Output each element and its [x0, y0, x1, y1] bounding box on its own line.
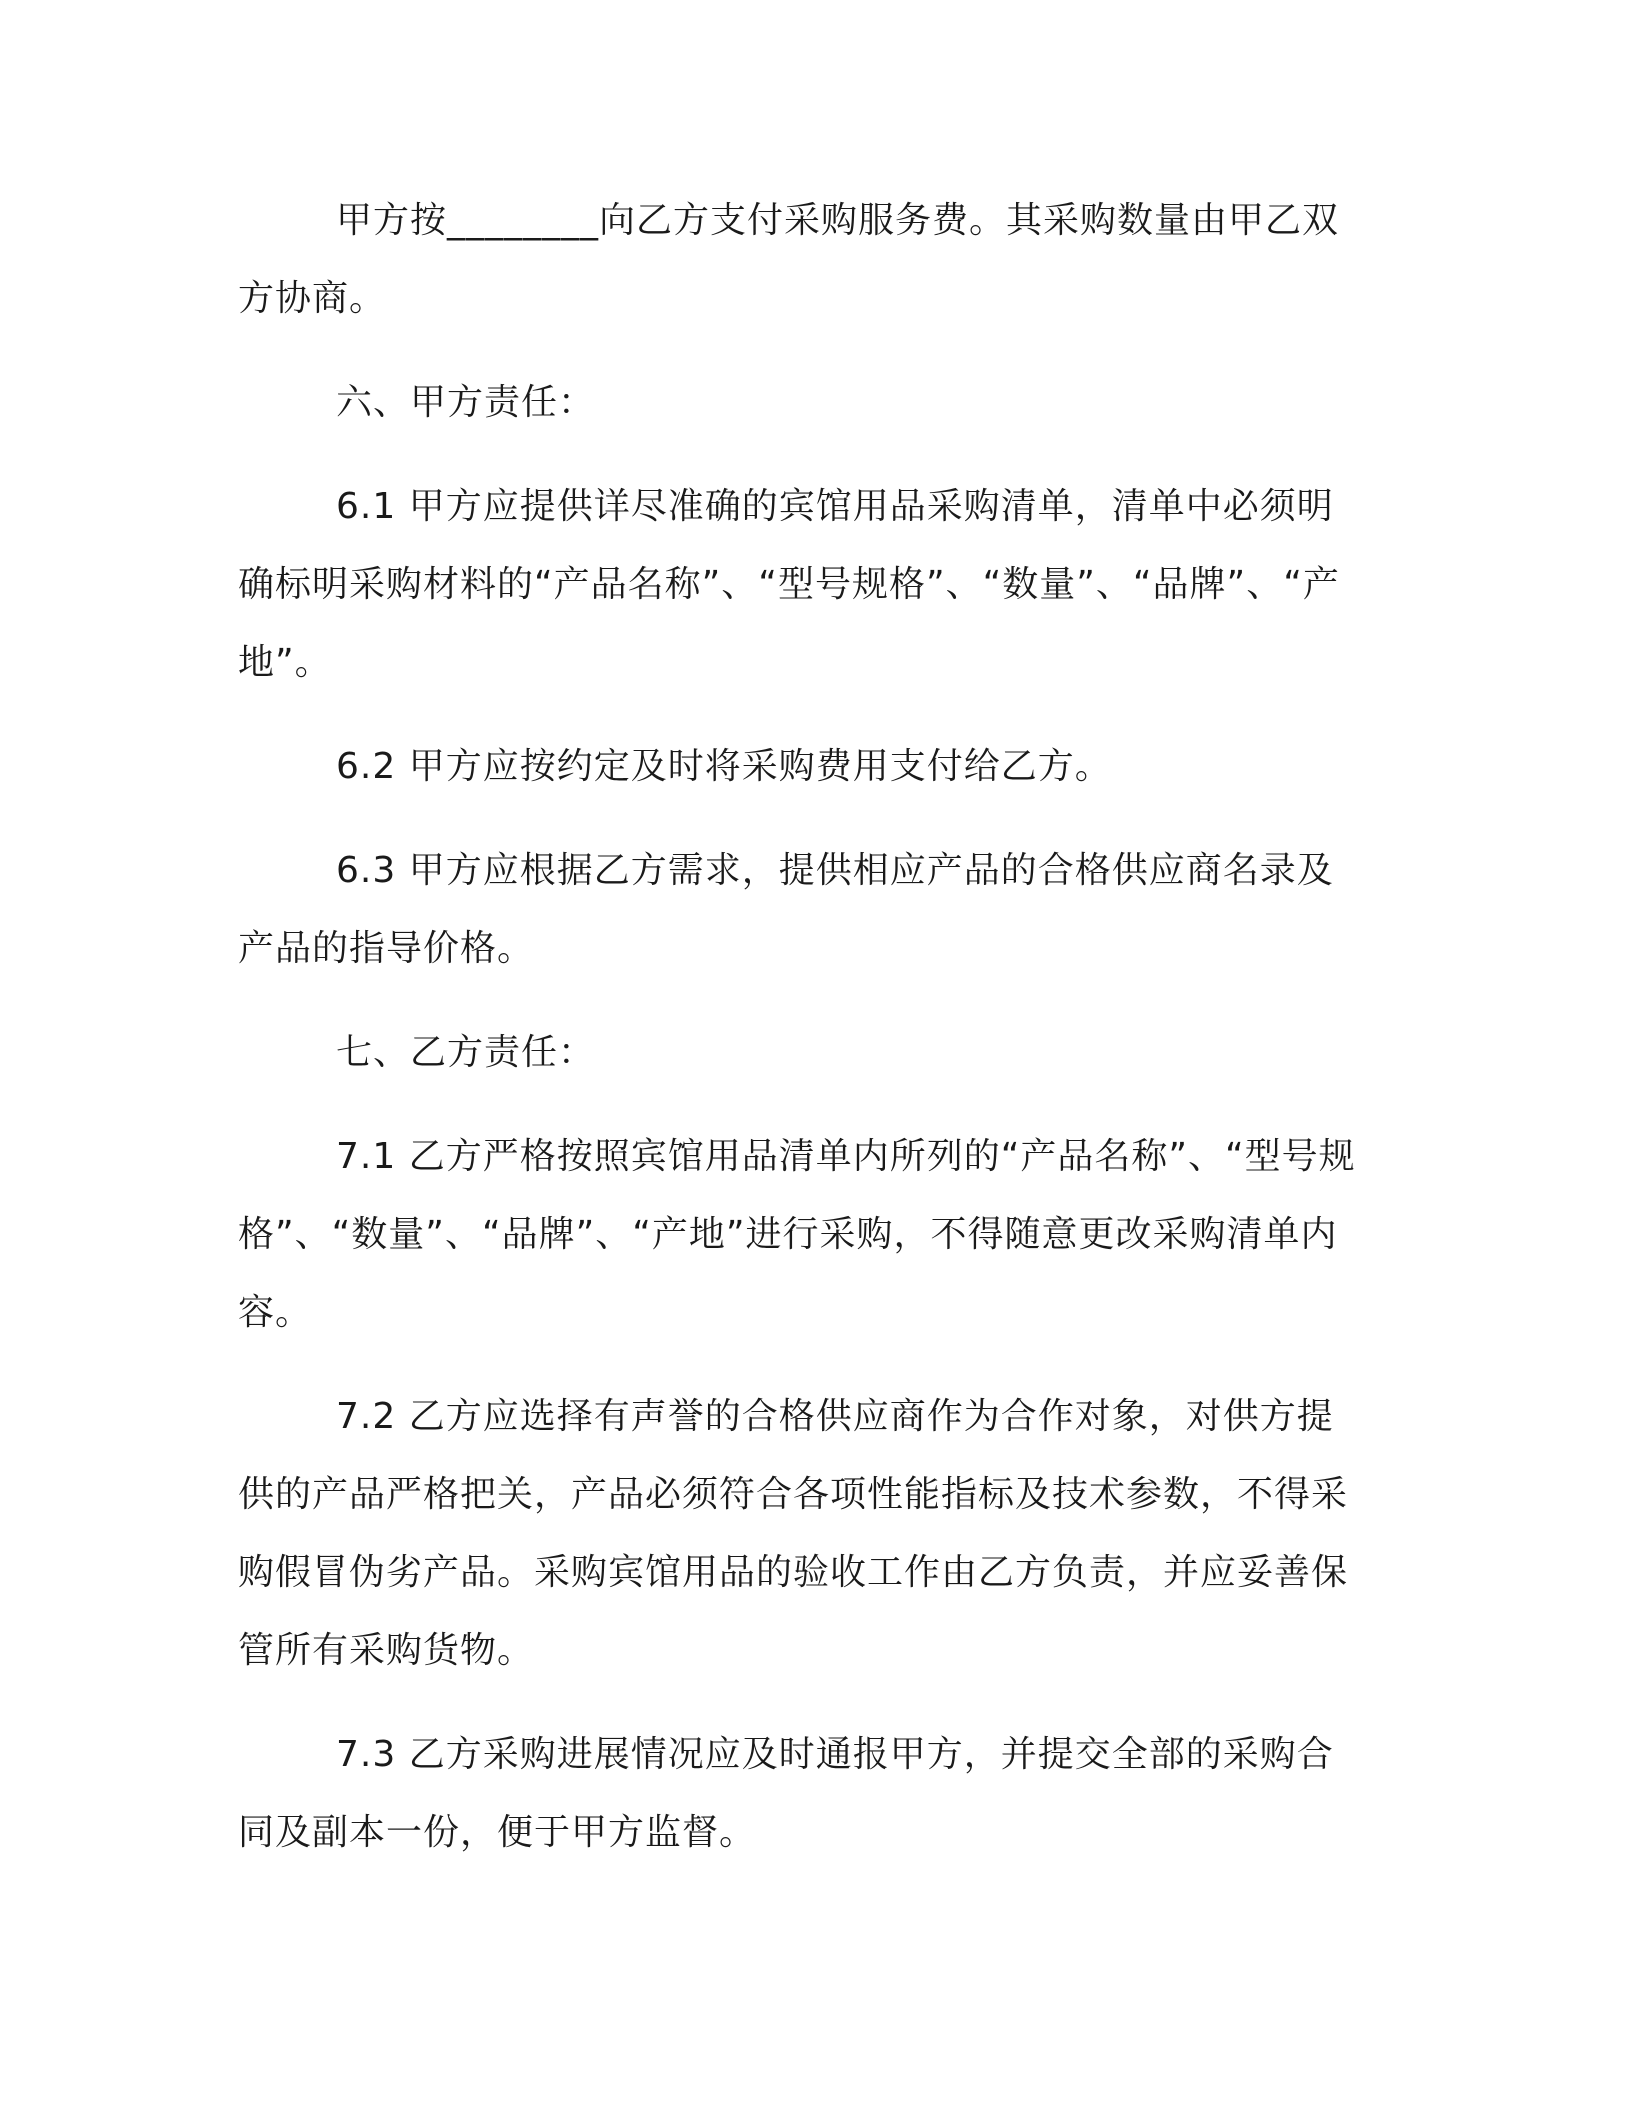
- clause-7-3-paragraph: 7.3 乙方采购进展情况应及时通报甲方，并提交全部的采购合同及副本一份，便于甲方监督。: [238, 1734, 1334, 1853]
- party-a-responsibility-heading: 六、甲方责任：: [336, 382, 596, 423]
- clause-6-1-paragraph: 6.1 甲方应提供详尽准确的宾馆用品采购清单，清单中必须明确标明采购材料的“产品名称”、“型号规格”、“数量”、“品牌”、“产地”。: [238, 486, 1340, 683]
- clause-6-2-paragraph: 6.2 甲方应按约定及时将采购费用支付给乙方。: [336, 746, 1112, 787]
- document-body: [238, 182, 1368, 1898]
- clause-7-1-paragraph: 7.1 乙方严格按照宾馆用品清单内所列的“产品名称”、“型号规格”、“数量”、“品牌”、“产地”进行采购，不得随意更改采购清单内容。: [238, 1136, 1356, 1333]
- payment-clause-paragraph: 甲方按________向乙方支付采购服务费。其采购数量由甲乙双方协商。: [238, 200, 1340, 319]
- clause-7-2-paragraph: 7.2 乙方应选择有声誉的合格供应商作为合作对象，对供方提供的产品严格把关，产品必须符合各项性能指标及技术参数，不得采购假冒伪劣产品。采购宾馆用品的验收工作由乙方负责，并应妥善保管所有采购货物。: [238, 1396, 1349, 1671]
- clause-6-3-paragraph: 6.3 甲方应根据乙方需求，提供相应产品的合格供应商名录及产品的指导价格。: [238, 850, 1334, 969]
- party-b-responsibility-heading: 七、乙方责任：: [336, 1032, 596, 1073]
